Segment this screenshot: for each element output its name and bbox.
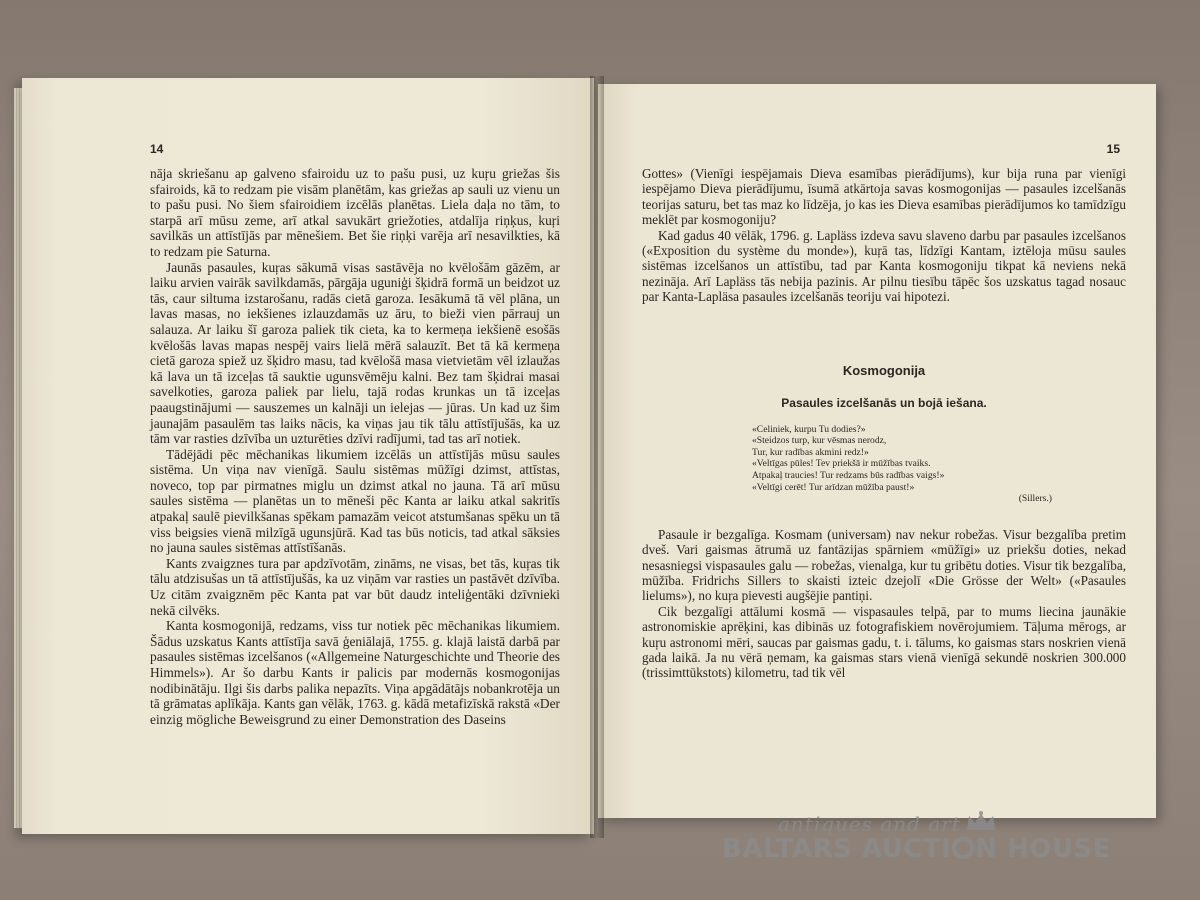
right-page-text-continued (642, 527, 1126, 681)
auction-house-watermark (722, 812, 1122, 872)
crown-icon (964, 810, 998, 834)
book-gutter (590, 76, 604, 838)
poem-line: «Celiniek, kurpu Tu dodies?» (752, 423, 866, 435)
left-page-number: 14 (150, 142, 164, 156)
poem-line: «Veltīgi cerēt! Tur arīdzan mūžība paust!» (752, 481, 915, 493)
watermark-o-ring (952, 837, 974, 859)
left-page (22, 78, 594, 834)
left-page-text (150, 166, 560, 727)
paragraph: Kants zvaigznes tura par apdzīvotām, zināms, ne visas, bet tās, kuŗas tik tālu atdzisušas un tā attīstījušās, ka uz viņām var rasties un pastāvēt dzīvība. Uz citām zvaigznēm pēc Kanta pat var būt daudz inteliģentāki dzīvnieki nekā cilvēks. (150, 555, 560, 618)
poem-line: Tur, kur radības akmini redz!» (752, 446, 869, 458)
paragraph: Kad gadus 40 vēlāk, 1796. g. Lapläss izdeva savu slaveno darbu par pasaules izcelšanos («Exposition du système du monde»), kuŗā tas, līdzīgi Kantam, iztēloja mūsu saules sistēmas izcelšanos un attīstību, tad par Kanta kosmogoniju tikpat kā neviens nekā nezināja. Arī Lapläss tās nebija pazinis. Ar pilnu tiesību tāpēc šos uzskatus tagad nosauc par Kanta-Lapläsa pasaules izcelšanās teoriju vai hipotezi. (642, 227, 1126, 305)
epigraph-poem (752, 424, 1052, 505)
paragraph: nāja skriešanu ap galveno sfairoidu uz to pašu pusi, uz kuŗu griežas šis sfairoids, kā to redzam pie visām planētām, kas griežas ap sauli uz vienu un to pašu pusi. No šiem sfairoidiem izcēlās planētas. Liela daļa no tām, to starpā arī mūsu zeme, arī atkal savukārt griežoties, atdalīja riņķus, kuŗi savilkās un attīstījās par mēnešiem. Bet šie riņķi varēja arī nesavilkties, kā to redzam pie Saturna. (150, 166, 560, 259)
poem-line: «Steidzos turp, kur vēsmas nerodz, (752, 435, 887, 447)
paragraph: Jaunās pasaules, kuŗas sākumā visas sastāvēja no kvēlošām gāzēm, ar laiku arvien vairāk savilkdamās, pārgāja uguniģi šķidrā formā un beidzot uz tās, caur siltuma izstarošanu, radās cietā garoza. Iesākumā tā vēl plāna, un lavas masas, no iekšienes izlauzdamās uz āru, to bieži vien pārrauj un salauza. Ar laiku šī garoza paliek tik cieta, ka to kermeņa iekšienē esošās kvēlošās lavas mapas nespēj vairs lielā mērā salauzīt. Bet tā kā kermeņa cietā garoza spiež uz šķidro masu, tad kvēlošā masa vietvietām vēl izlaužas kā lava un tā izceļas tā sauktie ugunsvēmēju kalni. Bez tam šķidrai masai savelkoties, garoza paliek par lielu, tajā rodas krunkas un tā izceļas paaugstinājumi — sauszemes un kalnāji un ielejas — jūras. Un kad uz šim jaunajām pasaulēm tas laiks nācis, ka viņas jau tik tālu attīstījušās, ka uz tām var rasties dzīvība un uzturēties dzīvi radījumi, tad tas arī notiek. (150, 259, 560, 447)
section-heading: Kosmogonija (842, 362, 926, 378)
poem-line: Atpakaļ traucies! Tur redzams būs radības vaigs!» (752, 470, 945, 482)
watermark-brand-right: N HOUSE (975, 834, 1112, 864)
section-subheading: Pasaules izcelšanās un bojā iešana. (781, 395, 987, 410)
poem-attribution: (Sillers.) (1018, 493, 1052, 505)
watermark-tagline: antiques and art (778, 812, 961, 836)
paragraph: Tādējādi pēc mēchanikas likumiem izcēlās un attīstījās mūsu saules sistēma. Un viņa nav vienīgā. Saulu sistēmas mūžīgi dzimst, attīstas, noveco, top par pirmatnes miglu un dzimst atkal no jauna. Tā arī mūsu saules sistēma — planētas un to mēneši pēc Kanta ar laiku atkal sakritīs atpakaļ saulē pievilkšanas spēkam pamazām veicot atstumšanas spēku un tā viss beigsies vienā milzīgā ugunsjūrā. Kad tas būs noticis, tad atkal sāksies no jauna saules sistēmas attīstīšanās. (150, 446, 560, 556)
paragraph: Kanta kosmogonijā, redzams, viss tur notiek pēc mēchanikas likumiem. Šādus uzskatus Kants attīstīja savā ģeniālajā, 1755. g. klajā laistā darbā par pasaules sistēmas izcelšanos («Allgemeine Naturgeschichte und Theorie des Himmels»). Ar šo darbu Kants ir palicis par modernās kosmogonijas nodibinātāju. Ilgi šis darbs palika nepazīts. Viņa apgādātājs nobankrotēja un tā grāmatas aplīkāja. Kants gan vēlāk, 1763. g. kādā metafizīskā rakstā «Der einzig mögliche Beweisgrund zu einer Demonstration des Daseins (150, 618, 560, 727)
paragraph: Pasaule ir bezgalīga. Kosmam (universam) nav nekur robežas. Visur bezgalība pretim dveš. Vari gaismas ātrumā uz fantāzijas spārniem «mūžīgi» uz priekšu doties, nekad nesasniegsi vispasaules galu — robežas, vienalga, kur tu gribētu doties. Visur tik bezgalība, mūžība. Fridrichs Sillers to skaisti izteic dzejolī «Die Grösse der Welt» («Pasaules lielums»), no kuŗa pievesti augšējie pantiņi. (642, 526, 1126, 604)
right-page (598, 84, 1156, 818)
paragraph: Gottes» (Vienīgi iespējamais Dieva esamības pierādījums), kur bija runa par vienīgi iespējamo Dieva pierādījumu, īsumā atkārtoja savas kosmogonijas — pasaules izcelšanās teorijas saturu, bet tas maz ko līdzēja, jo kas ies Dieva esamības pierādījumos ko tamīdzīgu meklēt par kosmogoniju? (642, 166, 1126, 228)
right-page-text (642, 166, 1126, 305)
paragraph: Cik bezgalīgi attālumi kosmā — vispasaules telpā, par to mums liecina jaunākie astronomiskie aprēķini, kas dibinās uz fotografiskiem novērojumiem. Tāļuma mērogs, ar kuŗu astronomi mēri, saucas par gaismas gadu, t. i. tālums, ko gaismas stars noskrien vienā gada laikā. Ja nu vērā ņemam, ka gaismas stars vienā vienīgā sekundē noskrien 300.000 (trissimttūkstots) kilometru, tad tik vēl (642, 603, 1126, 681)
watermark-brand (722, 834, 1111, 864)
right-page-number: 15 (1106, 142, 1120, 156)
watermark-brand-left: BALTARS AUCTI (722, 834, 952, 864)
poem-line: «Veltīgas pūles! Tev priekšā ir mūžības tvaiks. (752, 458, 931, 470)
